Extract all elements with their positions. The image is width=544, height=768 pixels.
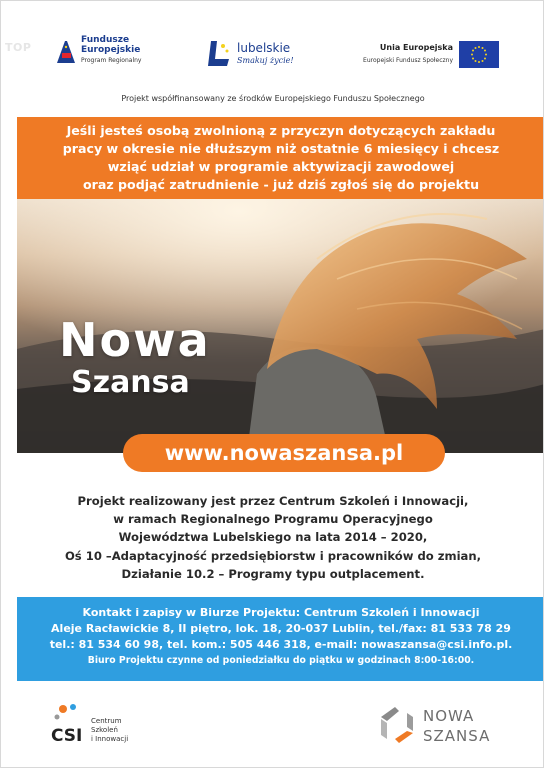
- contact-heading: Kontakt i zapisy w Biurze Projektu: Centrum Szkoleń i Innowacji: [82, 606, 480, 619]
- fundusze-europejskie-icon: [53, 37, 79, 67]
- fe-line2: Europejskie: [81, 45, 141, 55]
- csi-logo: [49, 701, 159, 751]
- nowa-szansa-icon: [377, 705, 417, 747]
- contact-address: Aleje Racławickie 8, II piętro, lok. 18, 20-037 Lublin, tel./fax: 81 533 78 29: [51, 622, 511, 635]
- intro-line: pracy w okresie nie dłuższym niż ostatnie 6 miesięcy i chcesz: [62, 141, 500, 156]
- csi-line3: i Innowacji: [91, 735, 129, 743]
- intro-line: oraz podjąć zatrudnienie - już dziś zgłoś się do projektu: [82, 177, 480, 192]
- description-line: w ramach Regionalnego Programu Operacyjnego: [113, 512, 433, 527]
- csi-line1: Centrum: [91, 717, 122, 725]
- ns-line2: SZANSA: [423, 727, 491, 745]
- project-description: [1, 492, 544, 583]
- unia-europejska-logo: [359, 41, 499, 71]
- csi-line2: Szkoleń: [91, 726, 118, 734]
- description-line: Projekt realizowany jest przez Centrum Szkoleń i Innowacji,: [77, 494, 469, 508]
- ns-line1: NOWA: [423, 707, 475, 725]
- fundusze-europejskie-logo: [53, 35, 145, 73]
- contact-box: [17, 597, 544, 681]
- lubelskie-slogan: Smakuj życie!: [237, 56, 294, 65]
- csi-icon: [49, 701, 89, 747]
- description-line: Oś 10 –Adaptacyjność przedsiębiorstw i pracowników do zmian,: [64, 548, 482, 563]
- logo-row: [1, 1, 544, 89]
- csi-abbr: CSI: [51, 726, 83, 746]
- lubelskie-logo: [205, 39, 305, 71]
- website-link[interactable]: www.nowaszansa.pl: [123, 434, 445, 472]
- description-line: Działanie 10.2 – Programy typu outplacement.: [121, 566, 425, 581]
- cofinancing-note: Projekt współfinansowany ze środków Europejskiego Funduszu Społecznego: [121, 94, 425, 103]
- top-badge: TOP: [5, 41, 32, 54]
- ue-line2: Europejski Fundusz Społeczny: [363, 57, 453, 64]
- lubelskie-name: lubelskie: [237, 41, 291, 55]
- fe-line1: Fundusze: [81, 35, 130, 45]
- lubelskie-icon: [205, 39, 233, 69]
- contact-phones-email: tel.: 81 534 60 98, tel. kom.: 505 446 318, e-mail: nowaszansa@csi.info.pl.: [49, 638, 513, 651]
- eu-flag-icon: [459, 41, 499, 68]
- intro-line: wziąć udział w programie aktywizacji zawodowej: [107, 159, 455, 174]
- nowa-szansa-logo: [377, 703, 507, 749]
- hero-title-szansa: Szansa: [71, 365, 190, 400]
- ue-line1: Unia Europejska: [379, 43, 453, 52]
- contact-hours: Biuro Projektu czynne od poniedziałku do piątku w godzinach 8:00-16:00.: [87, 655, 475, 666]
- intro-line: Jeśli jesteś osobą zwolnioną z przyczyn dotyczących zakładu: [66, 123, 496, 138]
- description-line: Województwa Lubelskiego na lata 2014 – 2020,: [118, 530, 428, 545]
- intro-banner: [17, 117, 544, 199]
- fe-line3: Program Regionalny: [81, 57, 142, 64]
- hero-title-nowa: Nowa: [59, 313, 211, 367]
